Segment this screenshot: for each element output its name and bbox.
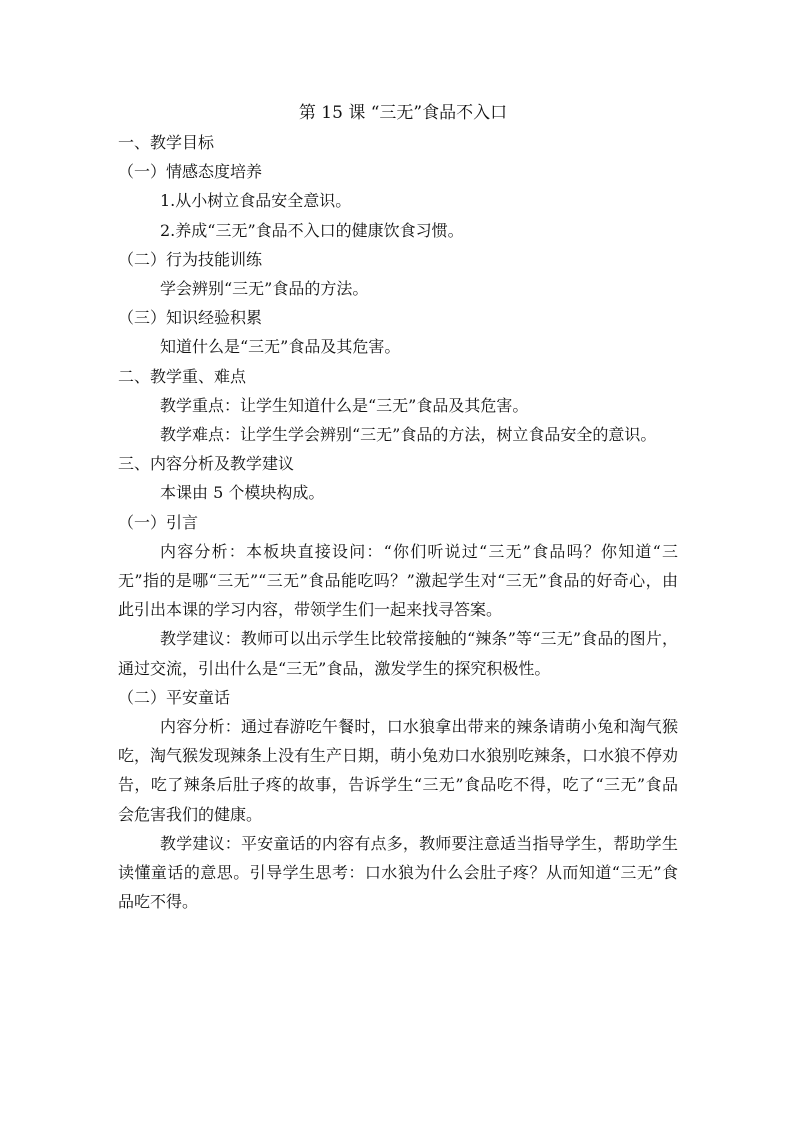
analysis-intro: 本课由 5 个模块构成。 bbox=[160, 483, 325, 503]
skills-text: 学会辨别“三无”食品的方法。 bbox=[160, 279, 369, 299]
objective-item-2: 2.养成“三无”食品不入口的健康饮食习惯。 bbox=[160, 220, 464, 240]
fairy-tale-suggestion-paragraph: 教学建议：平安童话的内容有点多，教师要注意适当指导学生，帮助学生读懂童话的意思。引导学生思考：口水狼为什么会肚子疼？从而知道“三无”食品吃不得。 bbox=[118, 833, 678, 912]
subheading-emotion: （一）情感态度培养 bbox=[118, 162, 263, 182]
subheading-introduction: （一）引言 bbox=[118, 512, 199, 532]
introduction-analysis-paragraph: 内容分析：本板块直接设问：“你们听说过“三无”食品吗？你知道“三无”指的是哪“三无”“三无”食品能吃吗？”激起学生对“三无”食品的好奇心，由此引出本课的学习内容，带领学生们一起来找寻答案。 bbox=[118, 541, 678, 620]
subheading-skills: （二）行为技能训练 bbox=[118, 249, 263, 269]
subheading-fairy-tale: （二）平安童话 bbox=[118, 687, 231, 707]
section-heading-analysis: 三、内容分析及教学建议 bbox=[118, 454, 295, 474]
lesson-title: 第 15 课 “三无”食品不入口 bbox=[298, 103, 508, 123]
knowledge-text: 知道什么是“三无”食品及其危害。 bbox=[160, 337, 401, 357]
key-point-paragraph: 教学重点：让学生知道什么是“三无”食品及其危害。 bbox=[160, 395, 529, 415]
objective-item-1: 1.从小树立食品安全意识。 bbox=[160, 191, 352, 211]
difficulty-paragraph: 教学难点：让学生学会辨别“三无”食品的方法，树立食品安全的意识。 bbox=[160, 425, 657, 445]
section-heading-objectives: 一、教学目标 bbox=[118, 133, 215, 152]
fairy-tale-analysis-paragraph: 内容分析：通过春游吃午餐时，口水狼拿出带来的辣条请萌小兔和淘气猴吃，淘气猴发现辣条上没有生产日期，萌小兔劝口水狼别吃辣条，口水狼不停劝告，吃了辣条后肚子疼的故事，告诉学生“三无”食品吃不得，吃了“三无”食品会危害我们的健康。 bbox=[118, 717, 679, 824]
introduction-suggestion-paragraph: 教学建议：教师可以出示学生比较常接触的“辣条”等“三无”食品的图片，通过交流，引出什么是“三无”食品，激发学生的探究积极性。 bbox=[118, 629, 678, 678]
section-heading-key-points: 二、教学重、难点 bbox=[118, 366, 247, 386]
document-page bbox=[118, 98, 678, 916]
subheading-knowledge: （三）知识经验积累 bbox=[118, 308, 263, 328]
